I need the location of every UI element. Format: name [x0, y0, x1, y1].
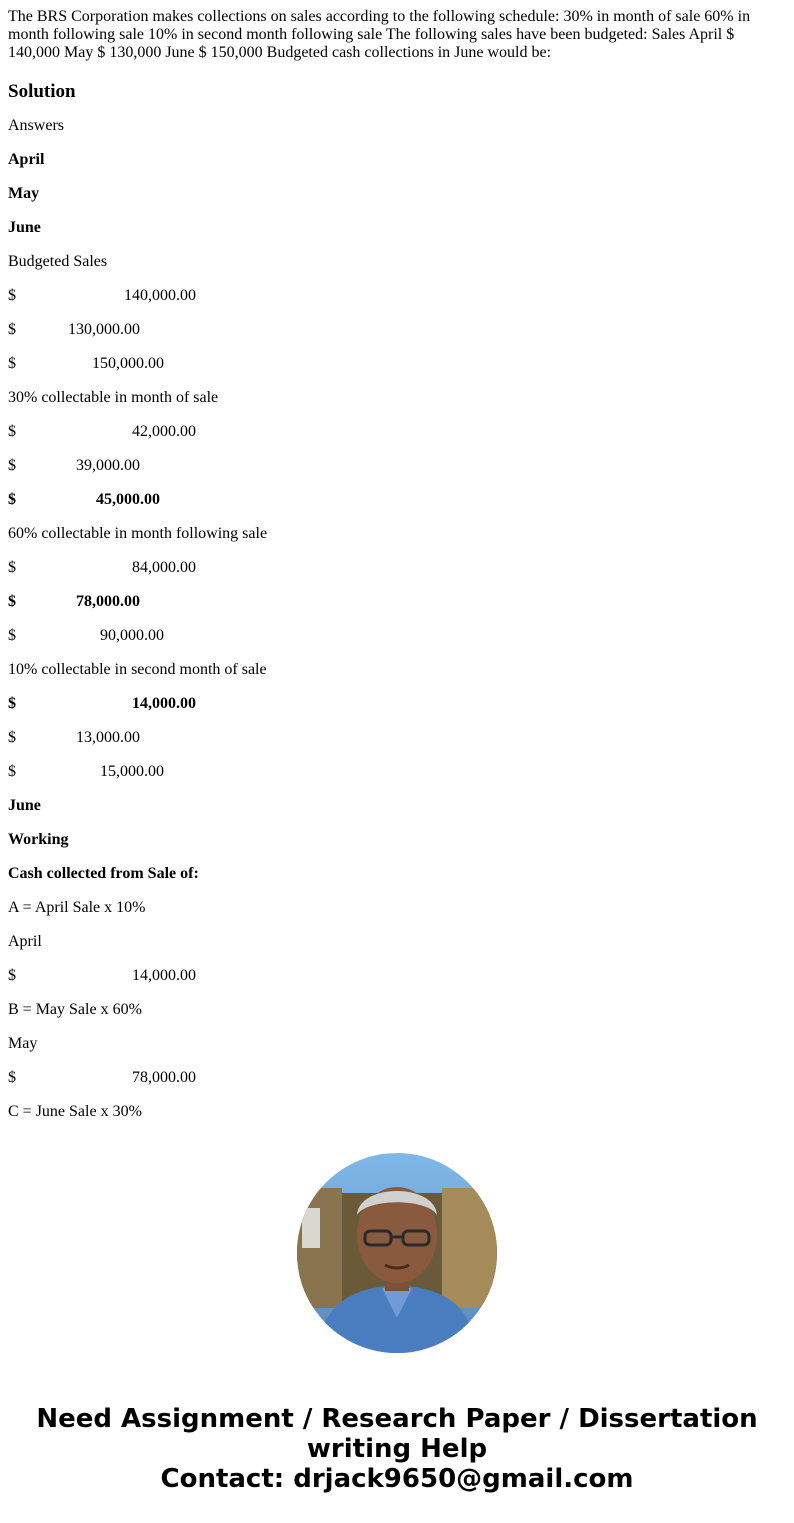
budgeted-sales-june — [8, 355, 786, 373]
person-avatar-icon — [297, 1153, 497, 1353]
budgeted-sales-label: Budgeted Sales — [8, 253, 108, 270]
pct10-may — [8, 729, 786, 747]
question-text: The BRS Corporation makes collections on sales according to the following schedule: 30% in month of sale 60% in month following sale 10% in second month following sale The following sales have been budgeted: Sales April $ 140,000 May $ 130,000 June $ 150,000 Budgeted cash collections in June would be: — [8, 8, 751, 61]
amount: 78,000.00 — [76, 593, 140, 610]
currency-symbol: $ — [8, 423, 16, 440]
formula-b-month: May — [8, 1035, 38, 1052]
currency-symbol: $ — [8, 355, 16, 372]
currency-symbol: $ — [8, 763, 16, 780]
col-june: June — [8, 219, 41, 236]
amount: 150,000.00 — [92, 355, 164, 372]
footer-line-1: Need Assignment / Research Paper / Dissertation — [36, 1404, 758, 1434]
currency-symbol: $ — [8, 967, 16, 984]
amount: 14,000.00 — [132, 967, 196, 984]
working-heading: Working — [8, 831, 69, 848]
pct60-june — [8, 627, 786, 645]
currency-symbol: $ — [8, 627, 16, 644]
pct10-june — [8, 763, 786, 781]
pct30-label: 30% collectable in month of sale — [8, 389, 219, 406]
col-april: April — [8, 151, 45, 168]
pct30-may — [8, 457, 786, 475]
amount: 140,000.00 — [124, 287, 196, 304]
amount: 84,000.00 — [132, 559, 196, 576]
currency-symbol: $ — [8, 729, 16, 746]
currency-symbol: $ — [8, 321, 16, 338]
formula-c: C = June Sale x 30% — [8, 1103, 142, 1120]
pct30-april — [8, 423, 786, 441]
currency-symbol: $ — [8, 695, 16, 712]
amount: 130,000.00 — [68, 321, 140, 338]
amount: 39,000.00 — [76, 457, 140, 474]
currency-symbol: $ — [8, 593, 16, 610]
pct60-may — [8, 593, 786, 611]
budgeted-sales-april — [8, 287, 786, 305]
footer-contact-email: Contact: drjack9650@gmail.com — [160, 1464, 634, 1494]
contact-footer — [0, 1404, 794, 1494]
formula-a-amount — [8, 967, 786, 985]
pct60-label: 60% collectable in month following sale — [8, 525, 268, 542]
answers-label: Answers — [8, 117, 64, 134]
pct60-april — [8, 559, 786, 577]
formula-a-month: April — [8, 933, 42, 950]
currency-symbol: $ — [8, 1069, 16, 1086]
amount: 78,000.00 — [132, 1069, 196, 1086]
budgeted-sales-may — [8, 321, 786, 339]
pct10-label: 10% collectable in second month of sale — [8, 661, 267, 678]
amount: 42,000.00 — [132, 423, 196, 440]
amount: 13,000.00 — [76, 729, 140, 746]
formula-b: B = May Sale x 60% — [8, 1001, 142, 1018]
currency-symbol: $ — [8, 457, 16, 474]
pct10-april — [8, 695, 786, 713]
amount: 15,000.00 — [100, 763, 164, 780]
amount: 45,000.00 — [96, 491, 160, 508]
amount: 90,000.00 — [100, 627, 164, 644]
footer-line-2: writing Help — [306, 1434, 488, 1464]
currency-symbol: $ — [8, 559, 16, 576]
june-result-label: June — [8, 797, 41, 814]
formula-b-amount — [8, 1069, 786, 1087]
pct30-june — [8, 491, 786, 509]
cash-collected-heading: Cash collected from Sale of: — [8, 865, 199, 882]
solution-heading: Solution — [8, 81, 76, 102]
amount: 14,000.00 — [132, 695, 196, 712]
currency-symbol: $ — [8, 287, 16, 304]
col-may: May — [8, 185, 40, 202]
currency-symbol: $ — [8, 491, 16, 508]
formula-a: A = April Sale x 10% — [8, 899, 146, 916]
